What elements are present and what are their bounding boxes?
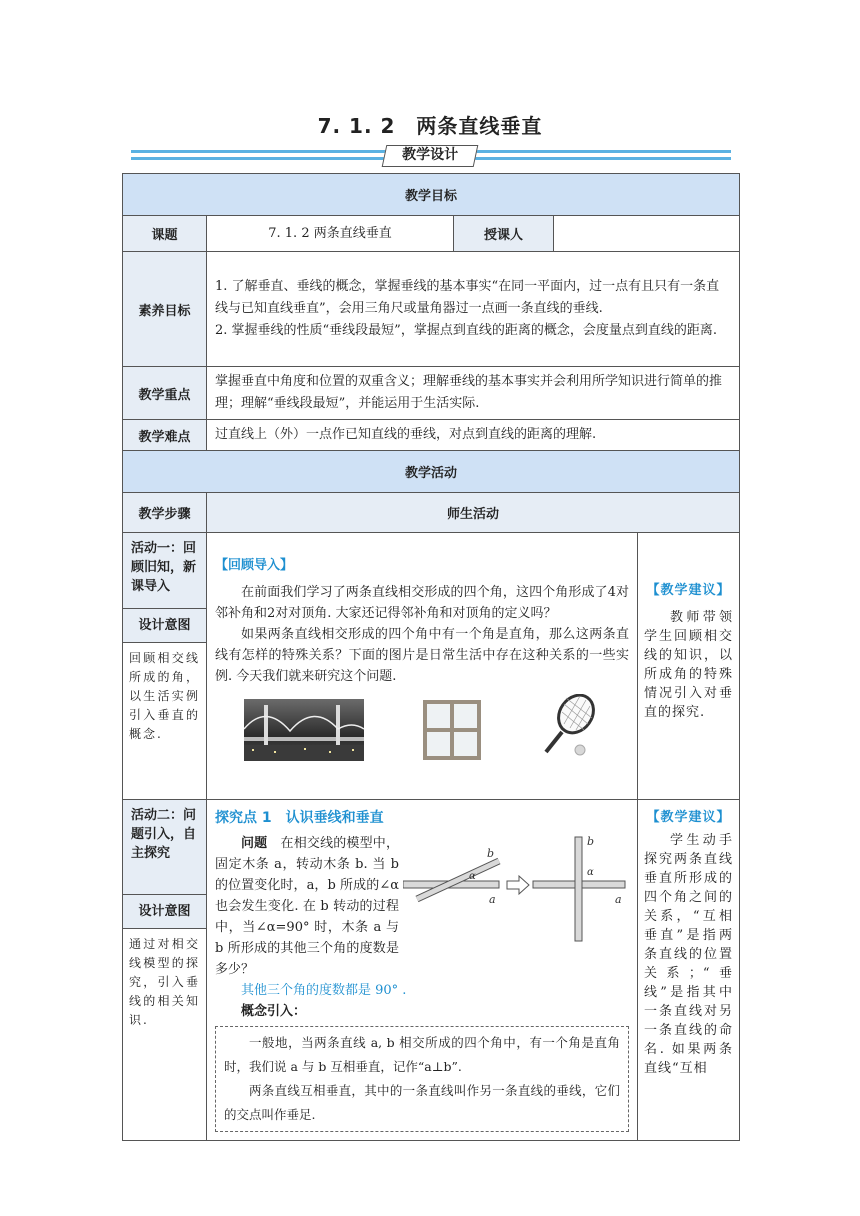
perpendicular-sticks [533,835,625,941]
teacher-value [554,216,740,252]
concept-text-2: 两条直线互相垂直，其中的一条直线叫作另一条直线的垂线，它们的交点叫作垂足. [224,1083,620,1122]
activity2-label: 活动二：问题引入，自主探究 [123,800,206,895]
concept-text-1: 一般地，当两条直线 a, b 相交所成的四个角中，有一个角是直角时，我们说 a 与 b 互相垂直，记作“a⊥b”. [224,1035,620,1074]
activity1-suggest-text: 教师带领学生回顾相交线的知识，以所成角的特殊情况引入对垂直的探究. [644,610,734,720]
page-title: 7. 1. 2 两条直线垂直 [317,114,543,138]
example-images [215,695,629,765]
activity2-suggestion [638,800,740,1141]
window-photo [423,700,481,760]
arrow-icon [507,876,529,894]
topic-label: 课题 [123,216,207,252]
literacy-label: 素养目标 [123,252,207,367]
activity2-content [207,800,638,1141]
activity2-answer: 其他三个角的度数都是 90° . [241,983,407,998]
bridge-photo [244,699,364,761]
activity1-content [207,533,638,800]
fig-label-a2: a [615,893,622,906]
literacy-goal-1: 1. 了解垂直、垂线的概念，掌握垂线的基本事实“在同一平面内，过一点有且只有一条直线与已知直线垂直”，会用三角尺或量角器过一点画一条直线的垂线. [215,279,720,316]
fig-label-b1: b [487,847,495,860]
topic-value: 7. 1. 2 两条直线垂直 [207,216,454,252]
tennis-racket-photo [540,694,600,767]
activity1-paragraph-2: 如果两条直线相交形成的四个角中有一个角是直角，那么这两条直线有怎样的特殊关系？下面的图片是日常生活中存在这种关系的一些实例. 今天我们就来研究这个问题. [215,627,629,684]
fig-label-a1: a [489,893,496,906]
perpendicular-figure [403,833,629,943]
banner-label: 教学设计 [402,147,459,163]
fig-label-alpha2: α [587,867,594,878]
activities-header: 教学活动 [123,451,740,493]
activity1-suggestion [638,533,740,800]
banner-label-box [382,145,479,167]
teacher-label: 授课人 [454,216,554,252]
question-label: 问题 [241,836,268,851]
fig-label-b2: b [587,835,595,848]
difficulty-value: 过直线上（外）一点作已知直线的垂线，对点到直线的距离的理解. [207,420,740,451]
literacy-goals [207,252,740,367]
literacy-goal-2: 2. 掌握垂线的性质“垂线段最短”，掌握点到直线的距离的概念，会度量点到直线的距离. [215,323,717,338]
fig-label-alpha1: α [469,871,476,882]
activity2-intent: 通过对相交线模型的探究，引入垂线的相关知识. [129,937,200,1027]
tennis-racket-icon [540,694,600,760]
activity2-suggest-heading: 【教学建议】 [646,810,731,825]
section-banner [131,145,731,167]
activity2-heading: 探究点 1 认识垂线和垂直 [215,810,384,826]
difficulty-label: 教学难点 [123,420,207,451]
steps-header: 教学步骤 [123,493,207,533]
question-text: 在相交线的模型中，固定木条 a，转动木条 b. 当 b 的位置变化时，a，b 所成的∠α也会发生变化. 在 b 转动的过程中，当∠α=90° 时，木条 a 与 b 所形成的其他三个角的度数是多少？ [215,836,399,977]
window-icon [427,704,477,756]
concept-label: 概念引入： [241,1004,307,1019]
key-points-label: 教学重点 [123,367,207,420]
activity1-paragraph-1: 在前面我们学习了两条直线相交形成的四个角，这四个角形成了4对邻补角和2对对顶角. 大家还记得邻补角和对顶角的定义吗？ [215,585,629,621]
activity1-suggest-heading: 【教学建议】 [646,583,731,598]
key-points-value: 掌握垂直中角度和位置的双重含义；理解垂线的基本事实并会利用所学知识进行简单的推理；理解“垂线段最短”，并能运用于生活实际. [207,367,740,420]
activity2-intent-label: 设计意图 [123,895,206,929]
rotating-sticks [403,847,499,906]
activity2-side [123,800,207,1141]
activity1-intent: 回顾相交线所成的角，以生活实例引入垂直的概念. [129,651,200,741]
activity2-suggest-text: 学生动手探究两条直线垂直所形成的四个角之间的关系，“互相垂直”是指两条直线的位置关系；“垂线”是指其中一条直线对另一条直线的命名. 如果两条直线“互相 [644,833,734,1076]
lesson-plan-table [122,173,740,1141]
activity1-heading: 【回顾导入】 [215,558,294,573]
teacher-student-header: 师生活动 [207,493,740,533]
activity1-side [123,533,207,800]
activity1-intent-label: 设计意图 [123,609,206,643]
goals-header: 教学目标 [123,174,740,216]
activity1-label: 活动一：回顾旧知，新课导入 [123,533,206,609]
bridge-icon [244,699,364,761]
concept-box [215,1026,629,1132]
